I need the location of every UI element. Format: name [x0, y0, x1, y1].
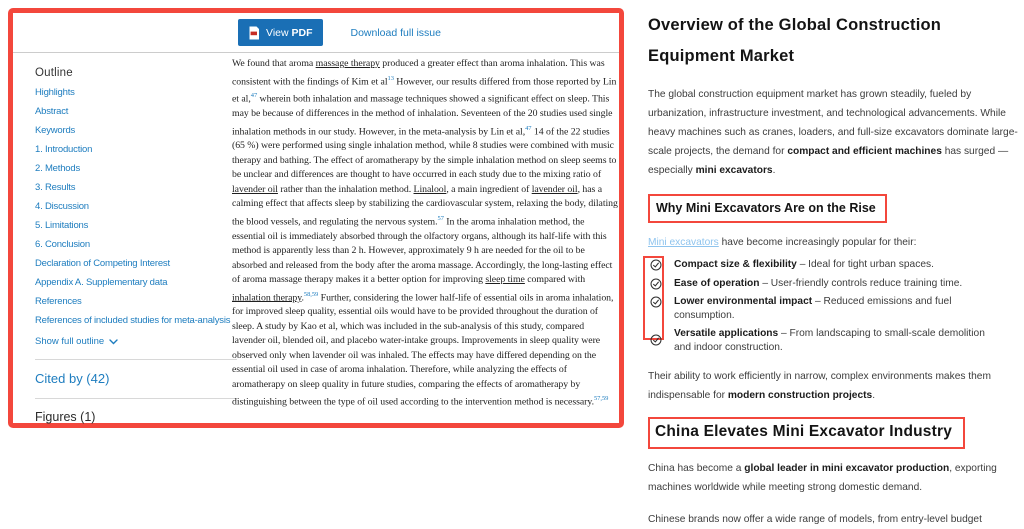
text-segment: .: [872, 390, 876, 401]
chevron-down-icon: [109, 339, 118, 345]
outline-link-methods[interactable]: 2. Methods: [35, 163, 80, 174]
list-item-text: [674, 328, 985, 353]
list-item-text: [674, 296, 951, 321]
show-full-outline-label: Show full outline: [35, 336, 105, 347]
outline-link-discussion[interactable]: 4. Discussion: [35, 201, 89, 212]
outline-link-highlights[interactable]: Highlights: [35, 87, 75, 98]
text-segment: have become increasingly popular for their:: [718, 237, 917, 248]
text-segment: , has a calming effect that affects sleep by stabilizing the cardiovascular system, relaxing the body, dilating the blood vessels, and regulating the nervous system.: [232, 183, 618, 228]
ref-58-59-link[interactable]: 58,59: [303, 290, 319, 298]
check-circle-icon: [650, 296, 662, 308]
text-segment: Further, considering the lower half-life of essential oils in aroma inhalation, for improved sleep quality, essential oils would have to be provided throughout the duration of sleep. A study by Kao et al, which was included in the sub-analysis of this study, compared lavender oil, blended oil, and placebo water-intake groups. Improvements in sleep quality were observed only when lavender oil was inhaled. The effects may have differed depending on the essential oil used in case of aroma inhalation. Therefore, while analyzing the effects of aromatherapy on sleep quality in future studies, comparing the effects of aromatherapy by distinguishing between the type of oil used according to the intervention method is necessary.: [232, 291, 614, 408]
list-item-text: [674, 259, 934, 270]
text-segment: 14 of the 22 studies (65 %) were performed using single inhalation method, while 8 studies were combined with music therapy and bathing. The effect of aromatherapy by the simple inhalation method on sleep seems to be unclear and differences are thought to have occurred in each study due to the mixing ratio of: [232, 125, 617, 181]
ability-paragraph: [648, 367, 1020, 405]
ref-57-link[interactable]: 57: [437, 214, 444, 222]
text-segment: global leader in mini excavator production: [744, 463, 950, 474]
china-heading: China Elevates Mini Excavator Industry: [655, 423, 953, 440]
ref-47-link[interactable]: 47: [525, 124, 532, 132]
list-item: [674, 295, 1004, 322]
text-segment: compared with: [524, 274, 586, 286]
ref-13-link[interactable]: 13: [387, 74, 394, 82]
sleep-time-link[interactable]: sleep time: [485, 274, 525, 286]
text-segment: China has become a: [648, 463, 745, 474]
lavender-oil-link[interactable]: lavender oil: [531, 183, 578, 195]
annotation-box-why-heading: [648, 194, 887, 223]
text-segment: produced a greater effect than aroma inhalation. This was consistent with the findings of Kim et al: [232, 58, 605, 87]
text-segment: .: [301, 291, 304, 303]
text-segment: – Reduced emissions and fuel consumption.: [674, 296, 952, 321]
construction-article: [648, 10, 1020, 529]
linalool-link[interactable]: Linalool: [413, 183, 447, 195]
article-reader-panel: [13, 13, 619, 423]
list-item: [674, 277, 1004, 291]
figures-toggle[interactable]: Figures (1): [35, 410, 96, 424]
intro-paragraph: [648, 85, 1020, 180]
list-item: [674, 327, 1004, 354]
outline-sidebar: [35, 59, 237, 424]
text-segment: PDF: [291, 26, 313, 39]
text-segment: Compact size & flexibility: [674, 259, 797, 270]
view-pdf-button[interactable]: [238, 19, 323, 46]
text-segment: View: [266, 26, 292, 39]
cited-by-link[interactable]: Cited by (42): [35, 371, 110, 386]
show-full-outline-link[interactable]: [35, 336, 237, 347]
text-segment: The global construction equipment market has grown steadily, fueled by urbanization, infrastructure investment, and technological advancements. While heavy machines such as cranes, loaders, and full-size excavators dominate large-scale projects, the demand for: [648, 89, 1018, 157]
check-circle-icon: [650, 259, 662, 271]
outline-link-appendix-supplementary-data[interactable]: Appendix A. Supplementary data: [35, 277, 168, 288]
outline-link-conclusion[interactable]: 6. Conclusion: [35, 239, 90, 250]
text-segment: mini excavators: [695, 165, 773, 176]
text-segment: We found that aroma: [232, 58, 316, 69]
text-segment: Ease of operation: [674, 277, 760, 289]
text-segment: In the aroma inhalation method, the essential oil is immediately absorbed through the olfactory organs, although its half-life with this method is apparently less than 2 h. However, approximately 9 h are needed for the oil to be absorbed and released from the body after the aroma massage. Accordingly, the long-lasting effect of aroma massage therapy makes it a better option for improving: [232, 216, 613, 286]
text-segment: , exporting machines worldwide while meeting strong domestic demand.: [648, 463, 997, 493]
outline-link-results[interactable]: 3. Results: [35, 182, 76, 193]
list-item-text: [674, 278, 962, 289]
pdf-icon: [248, 26, 260, 40]
why-heading: Why Mini Excavators Are on the Rise: [656, 201, 876, 215]
text-segment: rather than the inhalation method.: [277, 183, 414, 195]
reader-toolbar: [13, 13, 619, 53]
outline-link-declaration-of-competing-interest[interactable]: Declaration of Competing Interest: [35, 258, 170, 269]
china-paragraph-1: [648, 459, 1020, 497]
benefit-list: [648, 258, 1020, 354]
ref-57-59-link[interactable]: 57,59: [593, 395, 609, 403]
lavender-oil-link[interactable]: lavender oil: [232, 183, 278, 195]
check-circle-icon: [650, 334, 662, 346]
text-segment: compact and efficient machines: [787, 146, 942, 157]
outline-link-references-meta-analysis[interactable]: References of included studies for meta-analysis: [35, 315, 231, 326]
text-segment: – User-friendly controls reduce training time.: [759, 277, 963, 289]
check-circle-icon: [650, 278, 662, 290]
text-segment: – Ideal for tight urban spaces.: [796, 259, 934, 270]
text-segment: – From landscaping to small-scale demolition and indoor construction.: [674, 328, 985, 353]
article-column: [232, 57, 618, 410]
text-segment: Chinese brands now offer a wide range of models, from entry-level budget: [648, 514, 982, 525]
list-item: [674, 258, 1004, 272]
download-full-issue-link[interactable]: Download full issue: [350, 26, 441, 39]
ref-47-link[interactable]: 47: [250, 92, 258, 100]
outline-link-references[interactable]: References: [35, 296, 82, 307]
outline-link-keywords[interactable]: Keywords: [35, 125, 76, 136]
text-segment: .: [772, 165, 776, 176]
text-segment: Versatile applications: [674, 328, 779, 339]
annotation-box-china-heading: [648, 417, 965, 449]
text-segment: However, our results differed from those reported by Lin et al,: [232, 75, 617, 105]
text-segment: wherein both inhalation and massage techniques showed a significant effect on sleep. This may be because of differences in the method of inhalation. Seventeen of the 20 studies used single inhalation methods in our study. However, in the meta-analysis by Lin et al,: [232, 93, 613, 137]
inhalation-therapy-link[interactable]: inhalation therapy: [232, 291, 302, 303]
china-paragraph-2: [648, 510, 1020, 529]
massage-therapy-link[interactable]: massage therapy: [315, 58, 380, 69]
text-segment: modern construction projects: [727, 390, 873, 401]
annotation-box-left-panel: [8, 8, 624, 428]
text-segment: Lower environmental impact: [674, 296, 813, 307]
text-segment: , a main ingredient of: [446, 183, 532, 195]
text-segment: Their ability to work efficiently in narrow, complex environments makes them indispensable for: [648, 371, 991, 401]
text-segment: has surged — especially: [648, 146, 1009, 176]
popular-line: [648, 233, 1020, 252]
article-title: Overview of the Global Construction Equipment Market: [648, 16, 942, 65]
outline-link-abstract[interactable]: Abstract: [35, 106, 69, 117]
article-paragraph: [232, 57, 618, 410]
outline-title: Outline: [35, 67, 73, 79]
mini-excavators-link[interactable]: Mini excavators: [648, 237, 719, 248]
outline-link-introduction[interactable]: 1. Introduction: [35, 144, 93, 155]
view-pdf-label: [266, 27, 313, 39]
outline-link-limitations[interactable]: 5. Limitations: [35, 220, 89, 231]
